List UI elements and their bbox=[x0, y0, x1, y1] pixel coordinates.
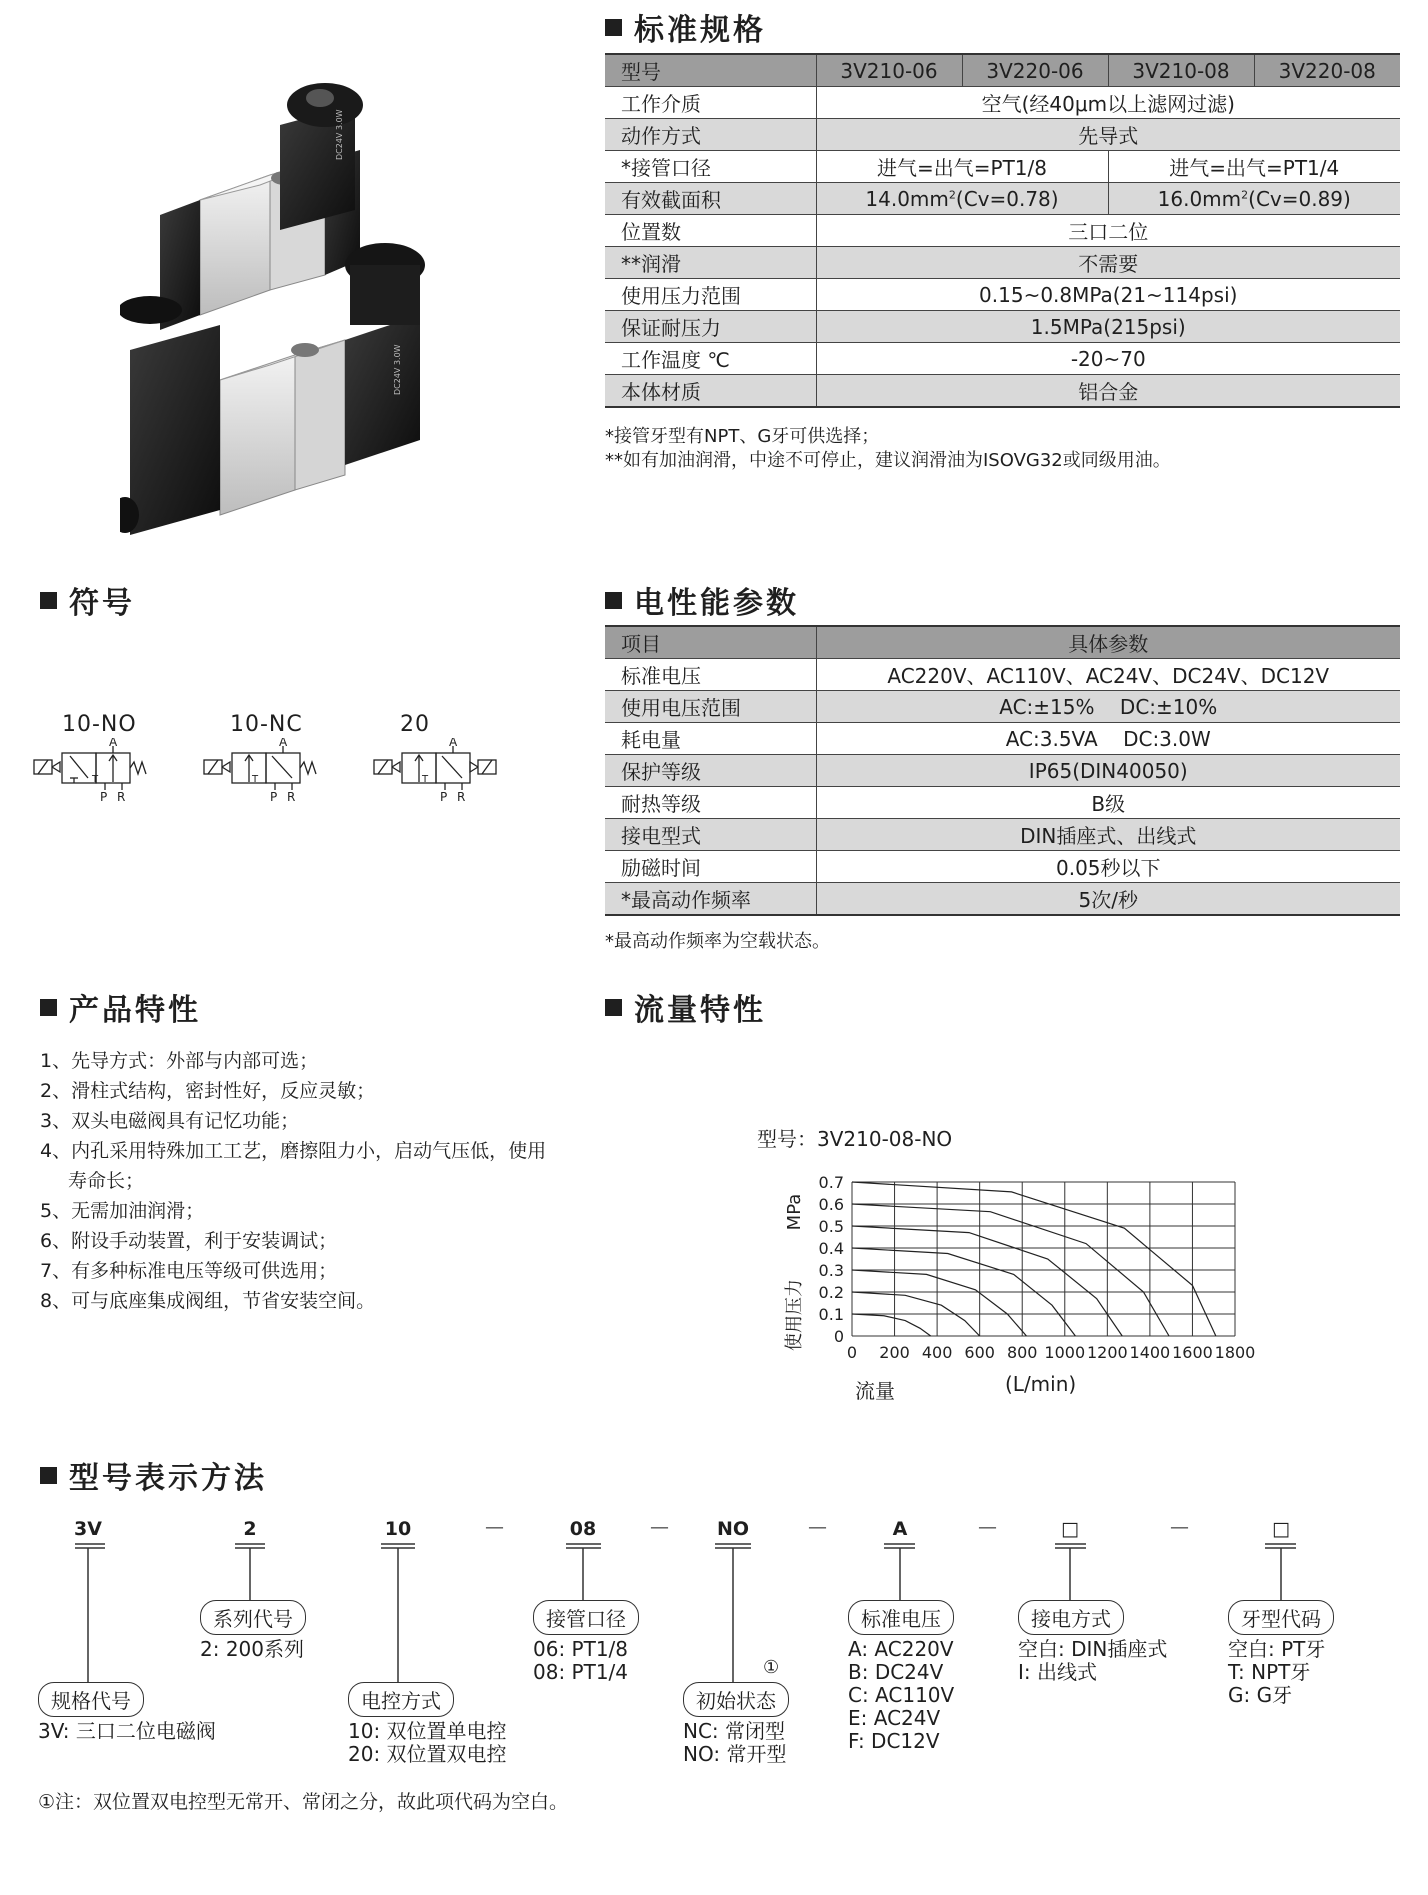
table-row bbox=[605, 819, 1400, 851]
electric-header-row bbox=[605, 626, 1400, 659]
table-row bbox=[605, 87, 1400, 119]
x-tick-label: 1400 bbox=[1129, 1343, 1171, 1362]
section-title-text: 流量特性 bbox=[634, 993, 766, 1028]
symbol-label-20: 20 bbox=[400, 712, 430, 737]
x-tick-label: 1800 bbox=[1214, 1343, 1256, 1362]
table-row bbox=[605, 343, 1400, 375]
desc-line: G: G牙 bbox=[1228, 1683, 1293, 1707]
electric-note: *最高动作频率为空载状态。 bbox=[605, 931, 830, 952]
field-thread-pill: 牙型代码 bbox=[1228, 1600, 1334, 1635]
row-label: *接管口径 bbox=[605, 151, 816, 183]
model-col-3v220-06: 3V220-06 bbox=[962, 54, 1108, 87]
row-label: 耗电量 bbox=[605, 723, 816, 755]
row-value: AC220V、AC110V、AC24V、DC24V、DC12V bbox=[816, 659, 1400, 691]
row-label: 动作方式 bbox=[605, 119, 816, 151]
table-row bbox=[605, 311, 1400, 343]
desc-line: 空白: DIN插座式 bbox=[1018, 1637, 1168, 1661]
x-tick-label: 1200 bbox=[1086, 1343, 1128, 1362]
feature-list bbox=[40, 1046, 546, 1316]
row-value-left: 进气=出气=PT1/8 bbox=[816, 151, 1108, 183]
row-label: 使用压力范围 bbox=[605, 279, 816, 311]
row-label: 保护等级 bbox=[605, 755, 816, 787]
field-voltage-pill: 标准电压 bbox=[848, 1600, 954, 1635]
field-wiring-desc bbox=[1018, 1638, 1167, 1684]
row-label: 接电型式 bbox=[605, 819, 816, 851]
model-col-3v210-06: 3V210-06 bbox=[816, 54, 962, 87]
table-row bbox=[605, 375, 1400, 408]
square-bullet-icon bbox=[40, 592, 57, 609]
square-bullet-icon bbox=[40, 999, 57, 1016]
field-voltage-desc bbox=[848, 1638, 954, 1753]
row-value: AC:3.5VA DC:3.0W bbox=[816, 723, 1400, 755]
field-port-pill: 接管口径 bbox=[533, 1600, 639, 1635]
chart-ylabel: 使用压力 bbox=[784, 1279, 805, 1351]
row-value: AC:±15% DC:±10% bbox=[816, 691, 1400, 723]
row-value: B级 bbox=[816, 787, 1400, 819]
code-port: 08 bbox=[569, 1518, 597, 1540]
field-series-pill: 系列代号 bbox=[200, 1600, 306, 1635]
section-title-flow bbox=[605, 985, 766, 1029]
port-p-label: P bbox=[270, 790, 278, 804]
table-row bbox=[605, 659, 1400, 691]
desc-line: 空白: PT牙 bbox=[1228, 1637, 1326, 1661]
desc-line: 20: 双位置双电控 bbox=[348, 1742, 507, 1766]
desc-line: I: 出线式 bbox=[1018, 1660, 1097, 1684]
row-label: 耐热等级 bbox=[605, 787, 816, 819]
row-value: 先导式 bbox=[816, 119, 1400, 151]
y-tick-label: 0.4 bbox=[818, 1239, 844, 1258]
row-value-right: 进气=出气=PT1/4 bbox=[1108, 151, 1400, 183]
valve-single-image bbox=[160, 83, 363, 330]
code-thread: □ bbox=[1272, 1518, 1290, 1540]
port-a-label: A bbox=[279, 738, 288, 749]
symbol-label-10-no: 10-NO bbox=[62, 712, 137, 737]
x-tick-label: 200 bbox=[879, 1343, 910, 1362]
row-value-left bbox=[816, 183, 1108, 215]
x-tick-label: 400 bbox=[921, 1343, 953, 1362]
table-row bbox=[605, 151, 1400, 183]
field-series-desc bbox=[200, 1638, 304, 1661]
model-col-3v220-08: 3V220-08 bbox=[1254, 54, 1400, 87]
code-initial: NO bbox=[716, 1518, 750, 1540]
chart-yunit: MPa bbox=[784, 1193, 805, 1231]
port-r-label: R bbox=[457, 790, 466, 804]
list-item: 1、先导方式：外部与内部可选； bbox=[40, 1050, 319, 1072]
header-params: 具体参数 bbox=[816, 626, 1400, 659]
row-label: 保证耐压力 bbox=[605, 311, 816, 343]
table-row bbox=[605, 851, 1400, 883]
field-control-desc bbox=[348, 1720, 507, 1766]
list-item: 2、滑柱式结构，密封性好，反应灵敏； bbox=[40, 1080, 376, 1102]
desc-line: F: DC12V bbox=[848, 1729, 940, 1753]
flow-curve bbox=[852, 1270, 1026, 1336]
field-initial-desc bbox=[683, 1720, 786, 1766]
row-label: *最高动作频率 bbox=[605, 883, 816, 916]
row-label: **润滑 bbox=[605, 247, 816, 279]
list-item: 8、可与底座集成阀组，节省安装空间。 bbox=[40, 1290, 376, 1312]
desc-line: T: NPT牙 bbox=[1228, 1660, 1311, 1684]
x-tick-label: 800 bbox=[1006, 1343, 1038, 1362]
section-title-electric bbox=[605, 578, 799, 622]
desc-line: 08: PT1/4 bbox=[533, 1660, 629, 1684]
list-item: 3、双头电磁阀具有记忆功能； bbox=[40, 1110, 300, 1132]
field-port-desc bbox=[533, 1638, 628, 1684]
symbol-20 bbox=[374, 746, 496, 790]
row-label: 工作温度 ℃ bbox=[605, 343, 816, 375]
code-wiring: □ bbox=[1061, 1518, 1079, 1540]
svg-text:DC24V 3.0W: DC24V 3.0W bbox=[393, 344, 402, 395]
area-exponent: 2 bbox=[948, 187, 956, 201]
port-t-label: T bbox=[252, 774, 259, 785]
table-row bbox=[605, 119, 1400, 151]
spec-note: **如有加油润滑，中途不可停止，建议润滑油为ISOVG32或同级用油。 bbox=[605, 450, 1171, 471]
y-tick-label: 0.1 bbox=[818, 1305, 844, 1324]
list-item: 4、内孔采用特殊加工工艺，磨擦阻力小，启动气压低，使用 bbox=[40, 1140, 547, 1162]
model-footnote: ①注：双位置双电控型无常开、常闭之分，故此项代码为空白。 bbox=[38, 1791, 569, 1813]
cv-value: (Cv=0.78) bbox=[955, 186, 1059, 211]
code-voltage: A bbox=[892, 1518, 908, 1540]
row-value: 三口二位 bbox=[816, 215, 1400, 247]
section-title-text: 符号 bbox=[69, 586, 135, 621]
row-value: 铝合金 bbox=[816, 375, 1400, 408]
field-wiring-pill: 接电方式 bbox=[1018, 1600, 1124, 1635]
table-row bbox=[605, 883, 1400, 916]
row-value: 0.15~0.8MPa(21~114psi) bbox=[816, 279, 1400, 311]
spec-note: *接管牙型有NPT、G牙可供选择； bbox=[605, 426, 880, 447]
port-r-label: R bbox=[117, 790, 126, 804]
x-tick-label: 1600 bbox=[1172, 1343, 1213, 1362]
row-value: -20~70 bbox=[816, 343, 1400, 375]
section-title-text: 产品特性 bbox=[69, 993, 201, 1028]
table-row bbox=[605, 787, 1400, 819]
spec-notes bbox=[605, 425, 1171, 473]
port-a-label: A bbox=[449, 738, 458, 749]
flow-curve bbox=[852, 1314, 931, 1336]
electric-table bbox=[605, 625, 1400, 916]
row-value: 5次/秒 bbox=[816, 883, 1400, 916]
row-value: 不需要 bbox=[816, 247, 1400, 279]
code-dash: — bbox=[650, 1516, 669, 1538]
code-dash: — bbox=[978, 1516, 997, 1538]
code-series: 2 bbox=[243, 1518, 257, 1540]
product-photo bbox=[120, 50, 480, 550]
table-row bbox=[605, 755, 1400, 787]
field-initial-pill: 初始状态 bbox=[683, 1682, 789, 1717]
desc-line: 06: PT1/8 bbox=[533, 1637, 629, 1661]
row-label: 本体材质 bbox=[605, 375, 816, 408]
row-value: IP65(DIN40050) bbox=[816, 755, 1400, 787]
y-tick-label: 0.2 bbox=[818, 1283, 844, 1302]
row-value-right bbox=[1108, 183, 1400, 215]
cv-value: (Cv=0.89) bbox=[1248, 186, 1351, 211]
desc-line: C: AC110V bbox=[848, 1683, 955, 1707]
code-dash: — bbox=[808, 1516, 827, 1538]
desc-line: 10: 双位置单电控 bbox=[348, 1719, 507, 1743]
list-item: 寿命长； bbox=[68, 1170, 145, 1192]
code-dash: — bbox=[485, 1516, 504, 1538]
chart-xlabel: 流量 bbox=[855, 1379, 895, 1403]
section-title-symbol bbox=[40, 578, 135, 622]
table-row bbox=[605, 691, 1400, 723]
spec-header-row bbox=[605, 54, 1400, 87]
desc-line: B: DC24V bbox=[848, 1660, 944, 1684]
list-item: 7、有多种标准电压等级可供选用； bbox=[40, 1260, 338, 1282]
row-label: 有效截面积 bbox=[605, 183, 816, 215]
chart-xunit: (L/min) bbox=[1005, 1372, 1077, 1396]
pneumatic-symbols bbox=[30, 738, 510, 808]
table-row bbox=[605, 183, 1400, 215]
section-title-text: 电性能参数 bbox=[634, 586, 799, 621]
spec-header-label: 型号 bbox=[605, 54, 816, 87]
symbol-10-nc bbox=[204, 746, 316, 790]
port-t-label: T bbox=[422, 774, 429, 785]
row-label: 使用电压范围 bbox=[605, 691, 816, 723]
area-value: 14.0mm bbox=[865, 186, 949, 211]
section-title-features bbox=[40, 985, 201, 1029]
y-tick-label: 0 bbox=[833, 1327, 844, 1346]
desc-line: 2: 200系列 bbox=[200, 1637, 304, 1661]
symbol-10-no bbox=[34, 746, 146, 790]
row-label: 位置数 bbox=[605, 215, 816, 247]
row-label: 工作介质 bbox=[605, 87, 816, 119]
desc-line: E: AC24V bbox=[848, 1706, 941, 1730]
square-bullet-icon bbox=[40, 1467, 57, 1484]
y-tick-label: 0.3 bbox=[818, 1261, 844, 1280]
section-title-spec bbox=[605, 5, 766, 49]
area-exponent: 2 bbox=[1241, 187, 1249, 201]
model-col-3v210-08: 3V210-08 bbox=[1108, 54, 1254, 87]
field-spec-desc bbox=[38, 1720, 216, 1743]
port-t-label: T bbox=[92, 774, 99, 785]
area-value: 16.0mm bbox=[1157, 186, 1242, 211]
section-title-text: 标准规格 bbox=[634, 13, 766, 48]
section-title-text: 型号表示方法 bbox=[69, 1461, 267, 1496]
square-bullet-icon bbox=[605, 19, 622, 36]
square-bullet-icon bbox=[605, 592, 622, 609]
x-tick-label: 600 bbox=[964, 1343, 995, 1362]
x-tick-label: 0 bbox=[846, 1343, 858, 1362]
desc-line: NO: 常开型 bbox=[683, 1742, 787, 1766]
header-item: 项目 bbox=[605, 626, 816, 659]
chart-title: 型号：3V210-08-NO bbox=[757, 1127, 953, 1151]
table-row bbox=[605, 247, 1400, 279]
code-3v: 3V bbox=[74, 1518, 102, 1540]
port-r-label: R bbox=[287, 790, 296, 804]
row-value: 0.05秒以下 bbox=[816, 851, 1400, 883]
y-tick-label: 0.7 bbox=[818, 1173, 844, 1192]
x-tick-label: 1000 bbox=[1044, 1343, 1086, 1362]
row-label: 励磁时间 bbox=[605, 851, 816, 883]
square-bullet-icon bbox=[605, 999, 622, 1016]
port-a-label: A bbox=[109, 738, 118, 749]
table-row bbox=[605, 723, 1400, 755]
port-p-label: P bbox=[100, 790, 108, 804]
svg-text:DC24V 3.0W: DC24V 3.0W bbox=[335, 109, 344, 160]
code-control: 10 bbox=[384, 1518, 412, 1540]
y-tick-label: 0.5 bbox=[818, 1217, 844, 1236]
symbol-label-10-nc: 10-NC bbox=[230, 712, 303, 737]
field-thread-desc bbox=[1228, 1638, 1325, 1707]
list-item: 5、无需加油润滑； bbox=[40, 1200, 205, 1222]
section-title-model bbox=[40, 1453, 267, 1497]
field-spec-pill: 规格代号 bbox=[38, 1682, 144, 1717]
row-value: 1.5MPa(215psi) bbox=[816, 311, 1400, 343]
y-tick-label: 0.6 bbox=[818, 1195, 844, 1214]
desc-line: 3V: 三口二位电磁阀 bbox=[38, 1719, 216, 1743]
desc-line: A: AC220V bbox=[848, 1637, 954, 1661]
code-dash: — bbox=[1170, 1516, 1189, 1538]
table-row bbox=[605, 215, 1400, 247]
desc-line: NC: 常闭型 bbox=[683, 1719, 786, 1743]
spec-table bbox=[605, 53, 1400, 408]
circle-mark: ① bbox=[763, 1657, 780, 1678]
row-value: 空气(经40μm以上滤网过滤) bbox=[816, 87, 1400, 119]
table-row bbox=[605, 279, 1400, 311]
flow-curve bbox=[852, 1182, 1216, 1336]
list-item: 6、附设手动装置，利于安装调试； bbox=[40, 1230, 338, 1252]
port-p-label: P bbox=[440, 790, 448, 804]
field-control-pill: 电控方式 bbox=[348, 1682, 454, 1717]
row-value: DIN插座式、出线式 bbox=[816, 819, 1400, 851]
row-label: 标准电压 bbox=[605, 659, 816, 691]
